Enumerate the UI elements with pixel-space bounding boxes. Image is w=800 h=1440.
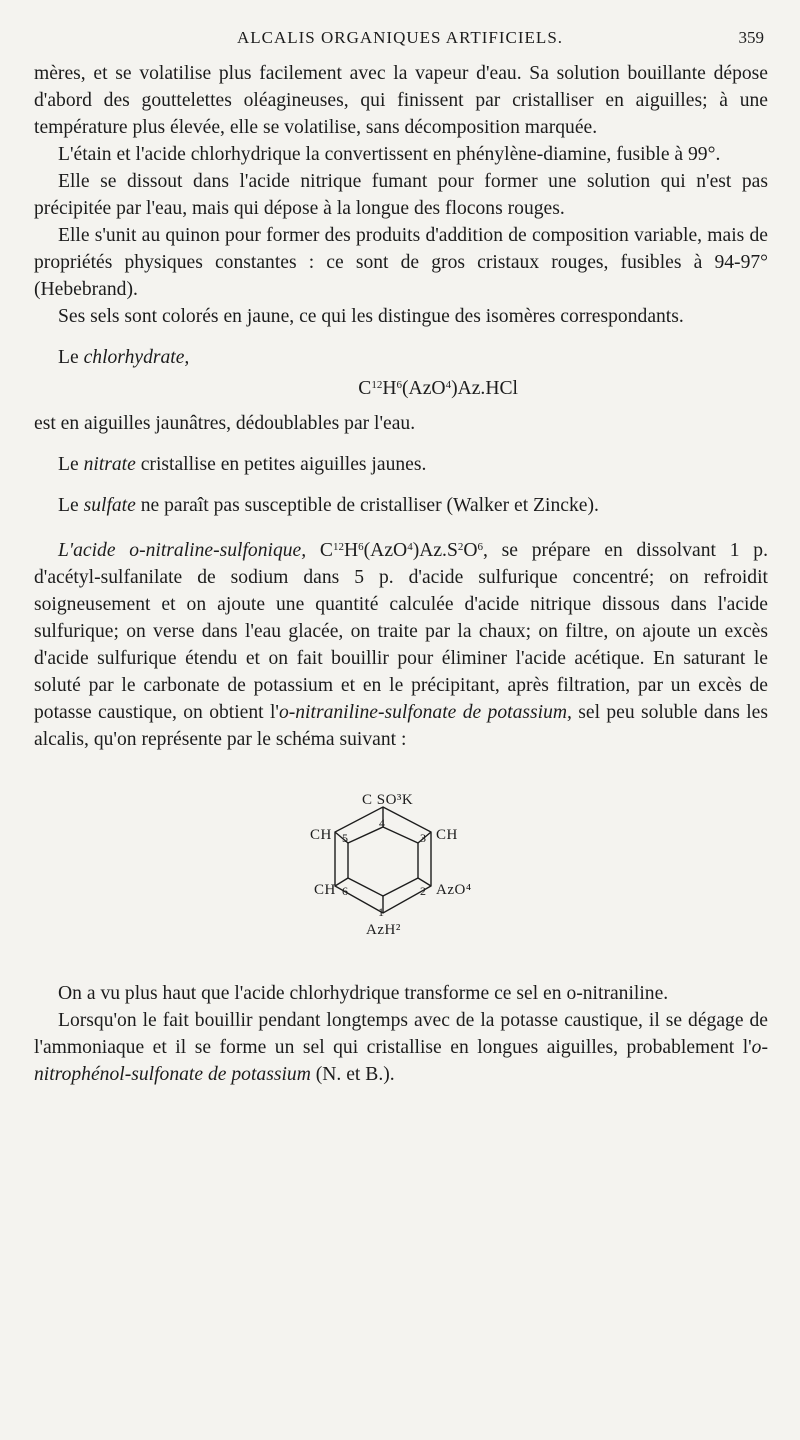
position-4: 4 bbox=[379, 816, 385, 830]
paragraph: On a vu plus haut que l'acide chlorhydrique transforme ce sel en o-nitraniline. bbox=[58, 983, 669, 1004]
paragraph-chlorhydrate bbox=[34, 344, 768, 371]
position-2: 2 bbox=[420, 884, 426, 898]
label-top: C SO³K bbox=[362, 792, 414, 808]
term-nitrophenol-sulfonate: o-nitrophénol-sulfonate de potassium bbox=[34, 1037, 768, 1085]
lead-text: Le bbox=[58, 347, 84, 368]
formula-sulfonic: $C^{12}H^6(AzO^4)Az.S^2O^6$ bbox=[306, 540, 484, 561]
paragraph: Elle s'unit au quinon pour former des produits d'addition de composition variable, mais de propriétés physiques constantes : ce sont de gros cristaux rouges, fusibles à 94-97° (Hebebrand). bbox=[34, 225, 768, 300]
page-number: 359 bbox=[738, 28, 764, 47]
position-6: 6 bbox=[342, 884, 348, 898]
inner-bond bbox=[383, 827, 418, 843]
position-3: 3 bbox=[420, 831, 426, 845]
paragraph-nitrate: Le nitrate cristallise en petites aiguilles jaunes. bbox=[58, 454, 427, 475]
body-text bbox=[34, 60, 768, 1088]
inner-bond bbox=[348, 827, 383, 843]
term-nitrate: nitrate bbox=[83, 454, 136, 475]
paragraph: est en aiguilles jaunâtres, dédoublables par l'eau. bbox=[34, 413, 416, 434]
page-header bbox=[0, 28, 800, 52]
label-right-top: CH bbox=[436, 827, 458, 843]
paragraph-sulfate: Le sulfate ne paraît pas susceptible de cristalliser (Walker et Zincke). bbox=[58, 495, 599, 516]
label-right-bottom: AzO⁴ bbox=[436, 882, 472, 898]
paragraph-nitrophenol: Lorsqu'on le fait bouillir pendant longtemps avec de la potasse caustique, il se dégage de l'ammoniaque et il se forme un sel qui cristallise en longues aiguilles, probablement l'o-nitrophénol-sulfonate de potassium (N. et B.). bbox=[34, 1010, 768, 1085]
paragraph-sulfonic-acid: L'acide o-nitraline-sulfonique, $C^{12}H^6(AzO^4)Az.S^2O^6$, se prépare en dissolvant 1 p. d'acétyl-sulfanilate de sodium dans 5 p. d'acide sulfurique concentré; on refroidit soigneusement et on ajoute une quantité calculée d'acide nitrique dissous dans l'acide sulfurique; on verse dans l'eau glacée, on traite par la chaux; on filtre, on ajoute un excès d'acide sulfurique étendu et on fait bouillir pour éliminer l'acide acétique. En saturant le soluté par le carbonate de potassium et en le précipitant, après filtration, par un excès de potasse caustique, on obtient l'o-nitraniline-sulfonate de potassium, sel peu soluble dans les alcalis, qu'on représente par le schéma suivant : bbox=[34, 540, 769, 750]
label-bottom: AzH² bbox=[366, 922, 401, 938]
benzene-ring-diagram bbox=[34, 775, 768, 980]
position-5: 5 bbox=[342, 831, 348, 845]
inner-bond bbox=[348, 878, 383, 896]
term-chlorhydrate: chlorhydrate, bbox=[83, 347, 190, 368]
running-head: ALCALIS ORGANIQUES ARTIFICIELS. bbox=[236, 28, 564, 47]
term-sulfate: sulfate bbox=[83, 495, 136, 516]
paragraph: Elle se dissout dans l'acide nitrique fumant pour former une solution qui n'est pas précipitée par l'eau, mais qui dépose à la longue des flocons rouges. bbox=[34, 171, 768, 219]
paragraph: L'étain et l'acide chlorhydrique la convertissent en phénylène-diamine, fusible à 99°. bbox=[58, 144, 721, 165]
term-sulfonate: o-nitraniline-sulfonate de potassium, bbox=[278, 702, 572, 723]
formula-chlorhydrate: $C^{12}H^6(AzO^4)Az.HCl$ bbox=[358, 378, 518, 399]
inner-bond bbox=[383, 878, 418, 896]
position-1: 1 bbox=[378, 905, 384, 919]
paragraph: mères, et se volatilise plus facilement avec la vapeur d'eau. Sa solution bouillante dépose d'abord des gouttelettes oléagineuses, qui finissent par cristalliser en aiguilles; à une température plus élevée, elle se volatilise, sans décomposition marquée. bbox=[34, 63, 768, 138]
term-sulfonic-acid: L'acide o-nitraline-sulfonique, bbox=[58, 540, 307, 561]
label-left-bottom: CH bbox=[314, 882, 336, 898]
label-left-top: CH bbox=[310, 827, 332, 843]
paragraph: Ses sels sont colorés en jaune, ce qui les distingue des isomères correspondants. bbox=[58, 306, 684, 327]
